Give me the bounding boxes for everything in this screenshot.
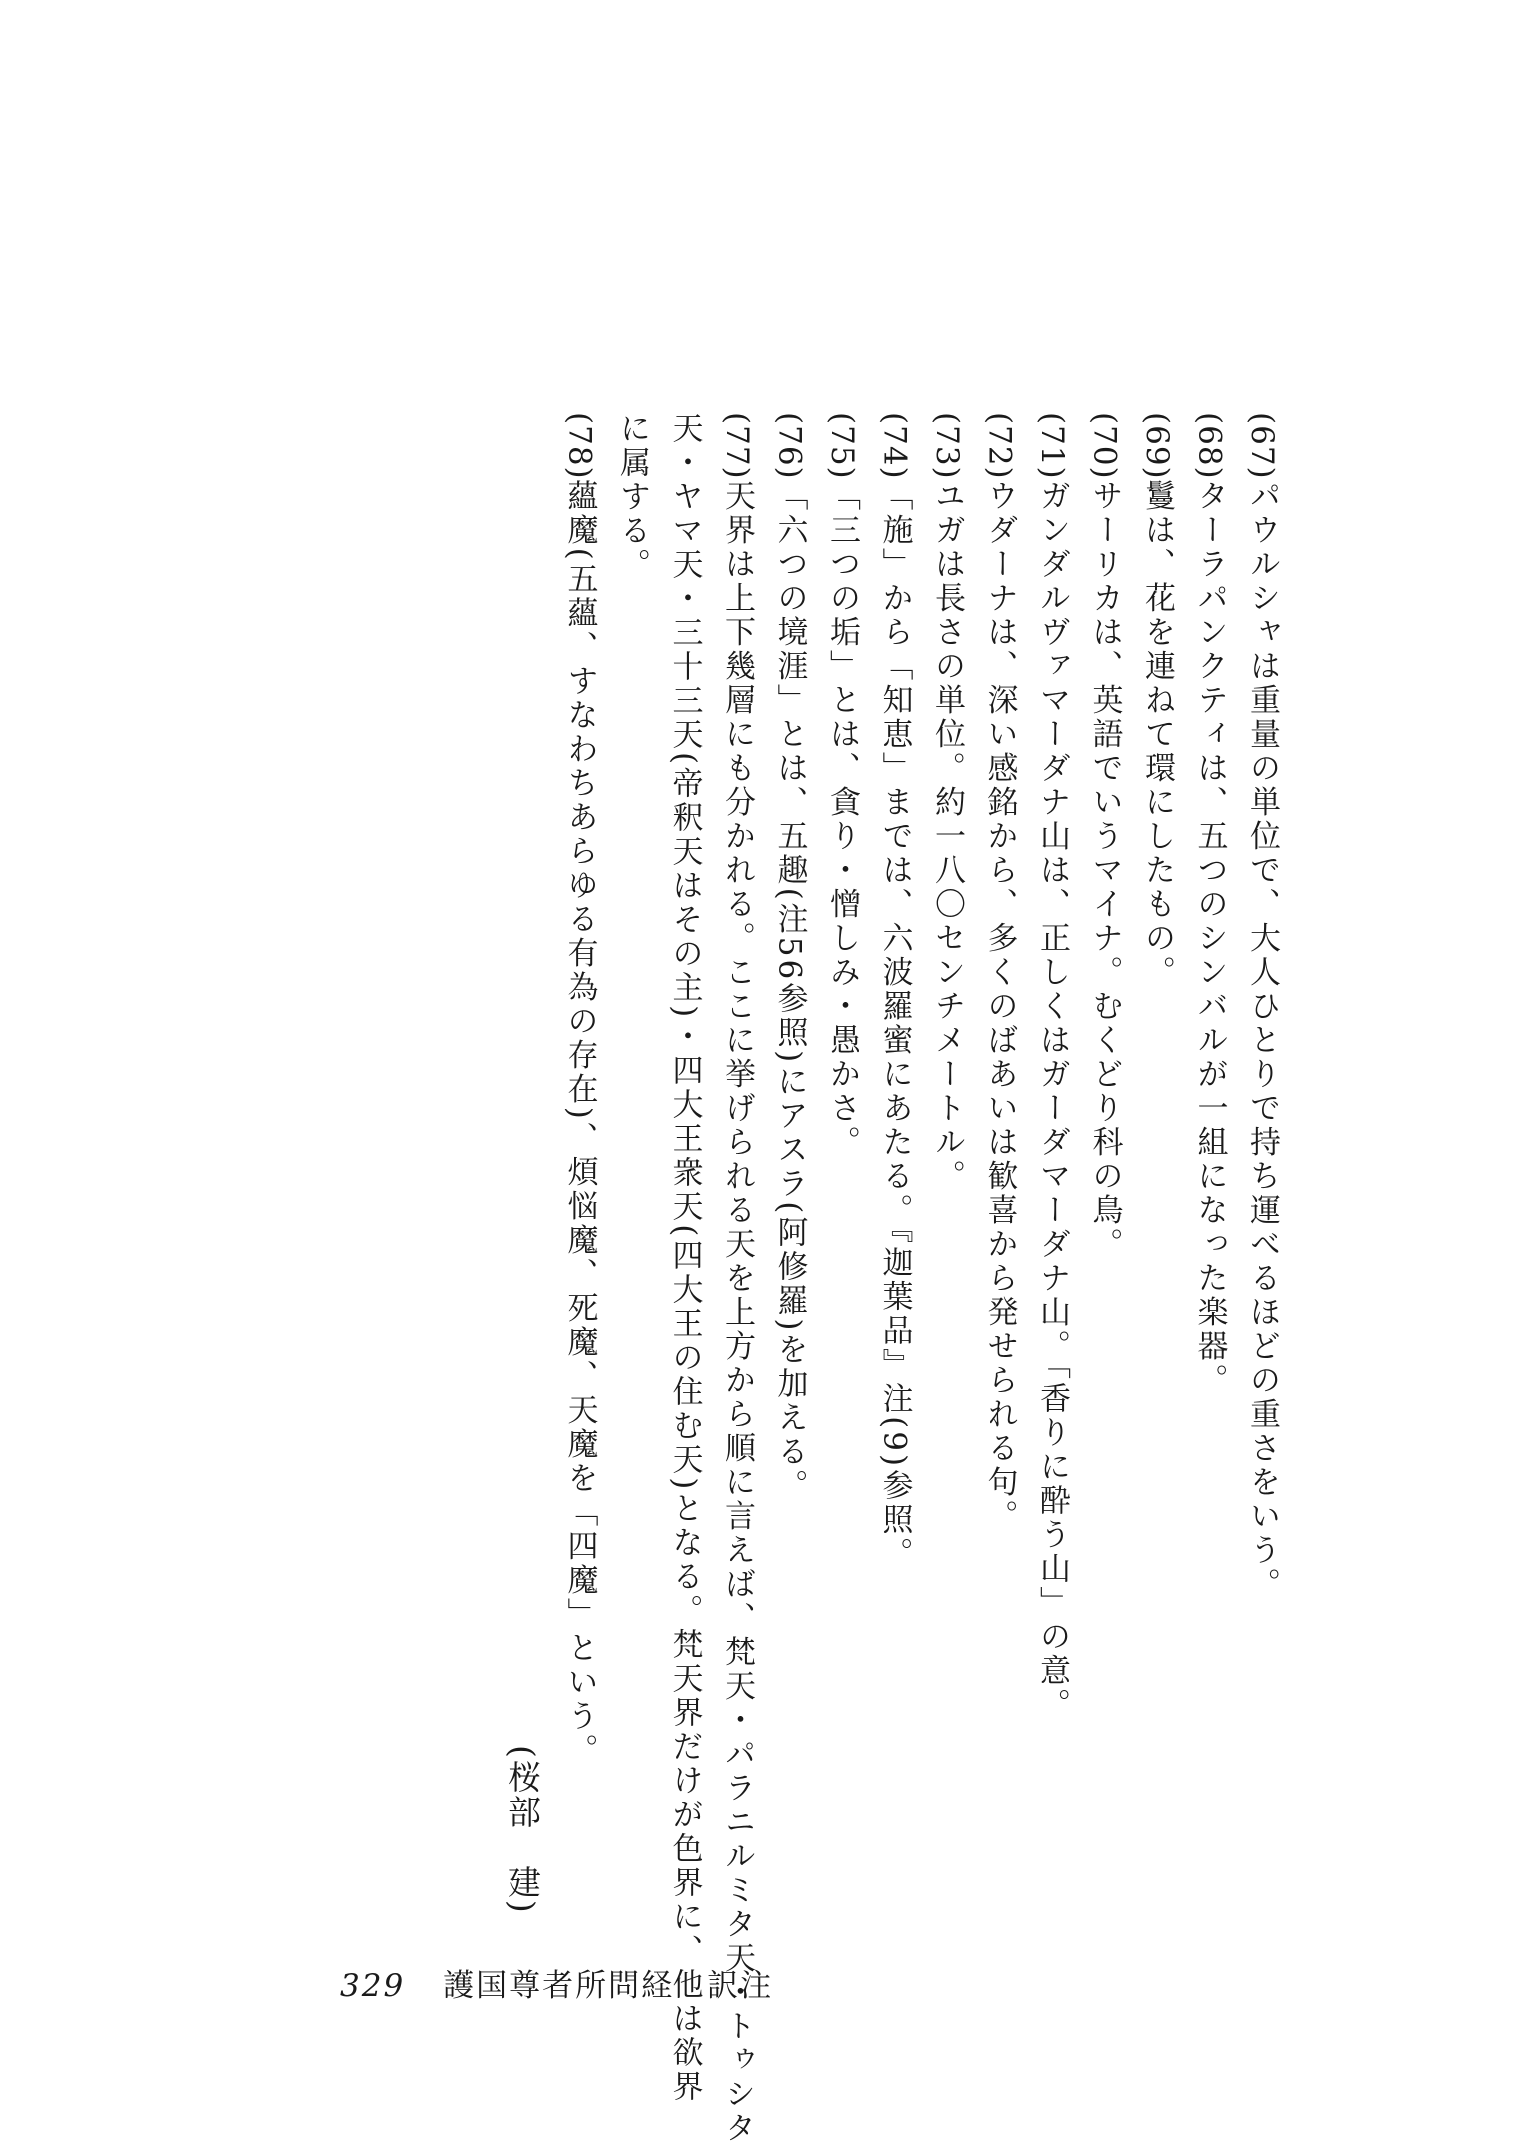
note-text: 蘊魔(五蘊、すなわちあらゆる有為の存在)、煩悩魔、死魔、天魔を「四魔」という。 (561, 479, 598, 1768)
note-text: 「六つの境涯」とは、五趣(注56参照)にアスラ(阿修羅)を加える。 (771, 479, 808, 1504)
note-number: (75) (824, 412, 860, 480)
note-number: (68) (1191, 412, 1228, 480)
note-70 (1078, 412, 1131, 2132)
note-text: ターラパンクティは、五つのシンバルが一組になった楽器。 (1191, 479, 1228, 1398)
note-number: (73) (929, 412, 965, 480)
note-text: 天界は上下幾層にも分かれる。ここに挙げられる天を上方から順に言えば、梵天・パラニルミタ天・トゥシタ (719, 479, 755, 2146)
note-76 (763, 412, 816, 2132)
note-77-continuation-2: に属する。 (614, 412, 650, 582)
note-number: (78) (561, 412, 598, 480)
running-title: 護国尊者所問経 訳注 (443, 1968, 774, 2004)
note-number: (77) (719, 412, 755, 480)
note-text: ウダーナは、深い感銘から、多くのばあいは歓喜から発せられる句。 (981, 479, 1018, 1534)
note-68 (1183, 412, 1236, 2132)
note-75 (816, 412, 869, 2132)
note-number: (76) (771, 412, 808, 480)
page-number: 329 (340, 1968, 406, 2004)
note-text: ユガは長さの単位。約一八〇センチメートル。 (929, 479, 965, 1194)
notes-column (553, 412, 1288, 2146)
note-text: サーリカは、英語でいうマイナ。むくどり科の鳥。 (1086, 479, 1123, 1262)
note-72 (973, 412, 1026, 2132)
note-78 (553, 412, 606, 2132)
translator-credit: (桜部 建) (503, 1745, 542, 1915)
note-77-continuation-1: 天・ヤマ天・三十三天(帝釈天はその主)・四大王衆天(四大王の住む天)となる。梵天界だけが色界に、他は欲界 (666, 412, 703, 2105)
note-73 (921, 412, 974, 2132)
note-number: (67) (1244, 412, 1280, 480)
note-text: 鬘は、花を連ねて環にしたもの。 (1139, 479, 1175, 990)
note-number: (74) (876, 412, 913, 480)
note-text: 「三つの垢」とは、貪り・憎しみ・愚かさ。 (824, 479, 860, 1160)
note-text: 「施」から「知恵」までは、六波羅蜜にあたる。『迦葉品』注(9)参照。 (876, 479, 913, 1572)
note-text: ガンダルヴァマーダナ山は、正しくはガーダマーダナ山。「香りに酔う山」の意。 (1034, 479, 1070, 1723)
note-number: (70) (1086, 412, 1123, 480)
note-number: (71) (1034, 412, 1070, 480)
note-number: (69) (1139, 412, 1175, 480)
note-77 (711, 412, 764, 2146)
note-67 (1236, 412, 1289, 2132)
note-text: パウルシャは重量の単位で、大人ひとりで持ち運べるほどの重さをいう。 (1244, 479, 1280, 1602)
note-74 (868, 412, 921, 2132)
note-number: (72) (981, 412, 1018, 480)
note-71 (1026, 412, 1079, 2132)
page-footer (340, 1960, 773, 2005)
note-69 (1131, 412, 1184, 2132)
